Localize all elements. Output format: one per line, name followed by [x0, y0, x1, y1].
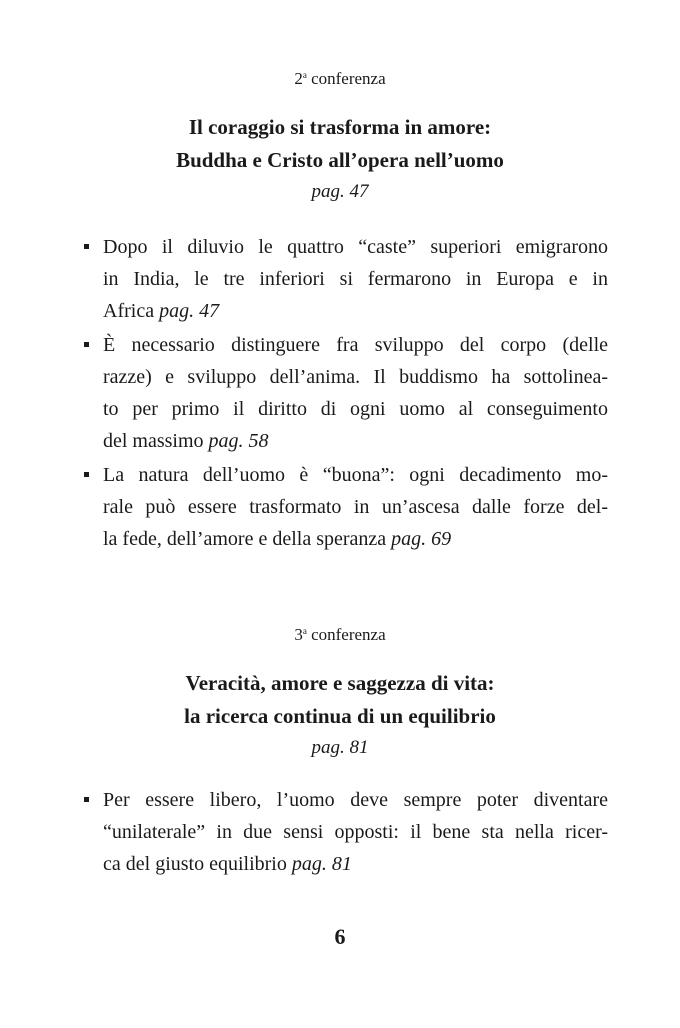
text-line: Per essere libero, l’uomo deve sempre poter diventare — [103, 789, 608, 811]
title-line: la ricerca continua di un equilibrio — [184, 704, 496, 728]
text-line: to per primo il diritto di ogni uomo al conseguimento — [103, 398, 608, 420]
ordinal-superscript: a — [302, 70, 307, 80]
list-item — [80, 231, 608, 327]
page-reference: pag. 47 — [311, 181, 369, 202]
page-reference: pag. 81 — [291, 853, 352, 875]
page-reference: pag. 81 — [311, 737, 369, 758]
conference-title — [0, 111, 680, 177]
text-line — [103, 523, 608, 555]
conference-title — [0, 667, 680, 733]
conference-2-summary-list — [80, 231, 608, 557]
bullet-square-icon — [84, 472, 89, 477]
text: del massimo — [103, 430, 209, 452]
text-line: È necessario distinguere fra sviluppo del corpo (delle — [103, 334, 608, 356]
text: la fede, dell’amore e della speranza — [103, 528, 392, 550]
page-reference: pag. 69 — [391, 528, 452, 550]
ordinal-superscript: a — [302, 626, 307, 636]
text-line — [103, 295, 608, 327]
conference-number: 3 — [294, 625, 303, 644]
page-reference: pag. 47 — [159, 300, 220, 322]
text-line — [103, 848, 608, 880]
title-line: Veracità, amore e saggezza di vita: — [185, 671, 495, 695]
bullet-square-icon — [84, 244, 89, 249]
page-number: 6 — [334, 924, 346, 949]
list-item — [80, 459, 608, 555]
text: Africa — [103, 300, 160, 322]
conference-number: 2 — [294, 69, 303, 88]
text-line: Dopo il diluvio le quattro “caste” superiori emigrarono — [103, 236, 608, 258]
conference-word: conferenza — [306, 69, 386, 88]
text-line: rale può essere trasformato in un’ascesa dalle forze del- — [103, 496, 608, 518]
bullet-square-icon — [84, 342, 89, 347]
conference-2-section — [0, 63, 680, 207]
list-item — [80, 329, 608, 457]
conference-word: conferenza — [306, 625, 386, 644]
text-line: in India, le tre inferiori si fermarono in Europa e in — [103, 268, 608, 290]
title-line: Buddha e Cristo all’opera nell’uomo — [176, 148, 504, 172]
text-line — [103, 425, 608, 457]
text-line: La natura dell’uomo è “buona”: ogni decadimento mo- — [103, 464, 608, 486]
page-reference: pag. 58 — [208, 430, 269, 452]
conference-label — [0, 619, 680, 643]
bullet-square-icon — [84, 797, 89, 802]
conference-3-summary-list — [80, 784, 608, 882]
list-item — [80, 784, 608, 880]
text-line: razze) e sviluppo dell’anima. Il buddismo ha sottolinea- — [103, 366, 608, 388]
title-line: Il coraggio si trasforma in amore: — [188, 115, 492, 139]
conference-label — [0, 63, 680, 87]
text-line: “unilaterale” in due sensi opposti: il bene sta nella ricer- — [103, 821, 608, 843]
text: ca del giusto equilibrio — [103, 853, 292, 875]
conference-3-section — [0, 619, 680, 763]
